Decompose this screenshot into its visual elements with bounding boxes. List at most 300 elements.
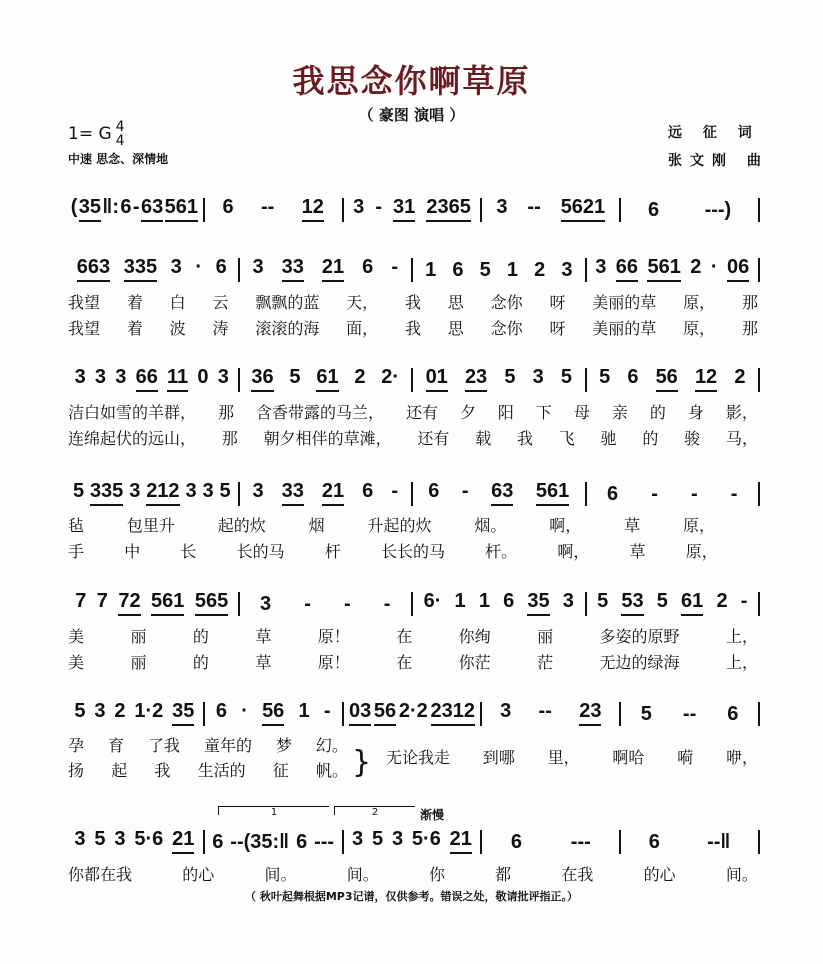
- note-group: -: [323, 700, 331, 722]
- note-group: 12: [695, 366, 717, 392]
- note-group: 5: [479, 259, 491, 281]
- note-group: 6: [648, 831, 660, 853]
- note-group: 3: [353, 196, 365, 218]
- measure: [621, 831, 758, 854]
- note-group: 2: [114, 700, 126, 722]
- lyric-word: 梦: [275, 736, 292, 755]
- lyric-line: [68, 539, 758, 562]
- note-group: 3: [129, 480, 141, 502]
- lyric-word: 原！: [317, 627, 350, 646]
- lyric-word: 我望: [68, 293, 101, 312]
- lyric-word: 间。: [264, 865, 297, 884]
- note-group: 212: [146, 480, 179, 506]
- lyric-word: 扬: [68, 761, 85, 780]
- note-group: 3: [252, 256, 264, 278]
- note-group: --: [527, 196, 541, 218]
- brace: }: [352, 745, 372, 780]
- lyric-word: 朝夕相伴的草滩，: [263, 429, 392, 448]
- lyric-word: 天，: [346, 293, 379, 312]
- note-group: -: [651, 483, 658, 505]
- note-group: 6: [727, 703, 739, 725]
- lyric-word: 的心: [182, 865, 215, 884]
- lyric-word: 草: [255, 627, 272, 646]
- measure: [66, 366, 238, 392]
- note-group: 3: [74, 366, 86, 388]
- note-group: 5: [94, 828, 106, 850]
- lyric-word: 原，: [683, 516, 716, 535]
- note-group: --‖: [707, 831, 731, 853]
- note-group: 1: [425, 259, 437, 281]
- note-group: 3: [74, 828, 86, 850]
- note-group: 35: [79, 196, 101, 222]
- note-group: 21: [322, 480, 344, 506]
- lyric-word: 你茫: [458, 653, 491, 672]
- tempo-marking: 中速 思念、深情地: [68, 152, 169, 166]
- note-group: 5: [560, 366, 572, 388]
- note-group: 6: [222, 196, 234, 218]
- lyric-word: 下: [535, 403, 552, 422]
- lyric-line: [68, 624, 758, 647]
- note-group: 21: [172, 828, 194, 854]
- lyric-word: 飞: [558, 429, 575, 448]
- note-group: 6: [215, 256, 227, 278]
- lyric-line: [68, 513, 758, 536]
- note-group: 35: [172, 700, 194, 726]
- note-group: 5: [597, 590, 609, 612]
- lyric-word: 云: [212, 293, 229, 312]
- note-group: 1·2: [134, 700, 164, 722]
- note-group: 2: [534, 259, 546, 281]
- lyric-word: 间。: [725, 865, 758, 884]
- note-group: 3: [217, 366, 229, 388]
- measure: [482, 831, 619, 854]
- key-signature: [68, 120, 125, 148]
- note-group: 561: [647, 256, 680, 282]
- lyric-word: 起的炊: [217, 516, 266, 535]
- notation-line: [66, 196, 760, 222]
- measure: [66, 196, 203, 222]
- note-group: 2: [690, 256, 702, 278]
- note-group: ‖:: [102, 196, 120, 218]
- lyric-line: [68, 290, 758, 313]
- note-group: 23: [465, 366, 487, 392]
- note-group: 6: [503, 590, 515, 612]
- lyric-word: 帆。: [315, 761, 348, 780]
- lyric-word: 滚滚的海: [255, 319, 320, 338]
- lyric-word: 无边的绿海: [599, 653, 680, 672]
- lyric-word: 烟: [308, 516, 325, 535]
- note-group: ---: [570, 831, 591, 853]
- notation-line: [66, 366, 760, 392]
- note-group: 6: [212, 831, 224, 853]
- ritardando: 渐慢: [420, 808, 445, 822]
- note-group: -: [461, 480, 469, 502]
- lyric-word: 童年的: [203, 736, 252, 755]
- measure: [66, 700, 203, 726]
- time-top: 4: [115, 119, 125, 135]
- lyric-word: 的: [192, 653, 209, 672]
- lyric-word: 面，: [346, 319, 379, 338]
- note-group: 56: [262, 700, 284, 726]
- note-group: 6: [215, 700, 228, 722]
- barline: [758, 592, 760, 616]
- lyric-word: 美丽的草: [592, 319, 657, 338]
- note-group: -: [132, 196, 140, 218]
- note-group: 31: [393, 196, 415, 222]
- note-group: 6: [428, 480, 440, 502]
- note-group: 3: [532, 366, 544, 388]
- lyric-word: 还有: [417, 429, 450, 448]
- song-title: 我思念你啊草原: [292, 62, 531, 100]
- note-group: 6: [296, 831, 308, 853]
- note-group: --: [538, 700, 552, 722]
- lyric-line: [68, 316, 758, 339]
- lyric-word: 包里升: [126, 516, 175, 535]
- lyric-word: 杆。: [485, 542, 518, 561]
- note-group: 565: [195, 590, 228, 616]
- note-group: -: [383, 593, 391, 615]
- note-group: 3: [496, 196, 508, 218]
- lyric-word: 到哪: [482, 748, 515, 767]
- note-group: 63: [491, 480, 513, 506]
- note-group: 5·6: [411, 828, 441, 850]
- measure: [66, 590, 238, 616]
- lyric-word: 含香带露的马兰，: [255, 403, 384, 422]
- notation-line: [66, 480, 760, 506]
- note-group: -: [304, 593, 311, 615]
- note-group: -: [375, 196, 382, 218]
- lyric-word: 毡: [68, 516, 85, 535]
- note-group: -: [391, 480, 398, 502]
- lyric-word: 在: [396, 627, 413, 646]
- lyric-word: 连绵起伏的远山，: [68, 429, 197, 448]
- lyric-word: 育: [107, 736, 124, 755]
- lyric-word: 嗬: [677, 748, 694, 767]
- note-group: 6: [452, 259, 464, 281]
- measure: [587, 483, 759, 506]
- lyric-word: 我: [404, 293, 421, 312]
- note-group: 3: [94, 700, 106, 722]
- lyric-word: 草: [629, 542, 646, 561]
- note-group: 5: [504, 366, 516, 388]
- note-group: 5: [289, 366, 301, 388]
- lyric-word: 都: [495, 865, 512, 884]
- lyric-word: 幻。: [315, 736, 348, 755]
- lyric-word: 茫: [537, 653, 554, 672]
- lyric-word: 丽: [130, 627, 147, 646]
- lyric-word: 了我: [147, 736, 180, 755]
- note-group: 1: [298, 700, 310, 722]
- measure: [413, 480, 585, 506]
- note-group: (: [70, 196, 78, 218]
- lyric-word: 波: [169, 319, 186, 338]
- footer-note: （ 秋叶起舞根据MP3记谱，仅供参考。错误之处，敬请批评指正。）: [245, 890, 578, 903]
- note-group: 3: [561, 259, 573, 281]
- lyric-word: 美: [68, 627, 85, 646]
- note-group: 6: [510, 831, 522, 853]
- note-group: 6: [647, 199, 660, 221]
- lyric-word: 美: [68, 653, 85, 672]
- measure: [205, 831, 342, 854]
- notation-line: [66, 590, 760, 616]
- lyric-word: 骏: [684, 429, 701, 448]
- barline: [758, 368, 760, 392]
- notation-line: [66, 828, 760, 854]
- lyric-line: [68, 862, 758, 885]
- lyric-word: 那: [741, 293, 758, 312]
- note-group: 11: [167, 366, 188, 392]
- volta-2: 2: [334, 806, 415, 815]
- lyric-word: 烟。: [474, 516, 507, 535]
- note-group: 335: [90, 480, 123, 506]
- key-text: 1= G: [68, 124, 112, 144]
- note-group: 3: [185, 480, 197, 502]
- lyric-word: 长长的马: [380, 542, 445, 561]
- lyric-word: 草: [255, 653, 272, 672]
- measure: [240, 593, 412, 616]
- lyricist: 远 征 词: [668, 125, 760, 141]
- lyric-word: 呀: [549, 319, 566, 338]
- note-group: 06: [727, 256, 749, 282]
- note-group: ·: [195, 256, 203, 278]
- note-group: 72: [118, 590, 140, 616]
- notation-line: [66, 700, 760, 726]
- note-group: --(35:‖: [230, 831, 290, 853]
- lyric-word: 身: [687, 403, 704, 422]
- lyric-word: 咿，: [725, 748, 758, 767]
- measure: [621, 199, 758, 222]
- lyric-word: 孕: [68, 736, 85, 755]
- lyric-word: 那: [217, 403, 234, 422]
- lyric-word: 飘飘的蓝: [255, 293, 320, 312]
- note-group: 56: [374, 700, 396, 726]
- measure: [344, 196, 481, 222]
- lyric-word: 阳: [497, 403, 514, 422]
- lyric-word: 杆: [324, 542, 341, 561]
- lyric-word: 啊哈: [612, 748, 645, 767]
- lyric-word: 念你: [490, 319, 523, 338]
- measure: [205, 700, 342, 726]
- lyric-word: 亲: [611, 403, 628, 422]
- note-group: 33: [282, 480, 304, 506]
- barline: [758, 830, 760, 854]
- lyric-word: 我: [404, 319, 421, 338]
- lyric-word: 呀: [549, 293, 566, 312]
- measure: [482, 196, 619, 222]
- lyric-line: [68, 733, 348, 756]
- measure: [205, 196, 342, 222]
- lyric-word: 着: [126, 293, 143, 312]
- note-group: 3: [391, 828, 404, 850]
- measure: [66, 256, 238, 282]
- note-group: -: [740, 590, 748, 612]
- note-group: 3: [352, 828, 364, 850]
- note-group: --: [682, 703, 697, 725]
- note-group: 561: [165, 196, 198, 222]
- note-group: 6: [607, 483, 619, 505]
- note-group: 6: [362, 256, 374, 278]
- lyric-word: 丽: [130, 653, 147, 672]
- lyric-word: 草: [624, 516, 641, 535]
- lyric-word: 驰: [600, 429, 617, 448]
- measure: [413, 259, 585, 282]
- note-group: ·: [241, 700, 248, 722]
- lyric-word: 无论我走: [386, 748, 451, 767]
- lyric-word: 在: [396, 653, 413, 672]
- note-group: 56: [656, 366, 678, 392]
- barline: [758, 258, 760, 282]
- note-group: 3: [595, 256, 607, 278]
- note-group: 2365: [426, 196, 471, 222]
- lyric-word: 里，: [547, 748, 580, 767]
- note-group: 5621: [561, 196, 606, 222]
- lyric-word: 你绚: [458, 627, 491, 646]
- measure: [240, 256, 412, 282]
- note-group: -: [343, 593, 351, 615]
- lyric-word: 间。: [346, 865, 379, 884]
- note-group: 5: [219, 480, 231, 502]
- lyric-word: 中: [124, 542, 141, 561]
- note-group: 36: [251, 366, 273, 392]
- note-group: 6: [362, 480, 374, 502]
- lyric-word: 长: [180, 542, 197, 561]
- lyric-word: 上，: [725, 653, 758, 672]
- note-group: 5: [371, 828, 384, 850]
- note-group: 61: [681, 590, 703, 616]
- lyric-word: 的: [192, 627, 209, 646]
- lyric-word: 啊，: [549, 516, 582, 535]
- lyric-word: 原，: [683, 293, 716, 312]
- measure: [240, 366, 412, 392]
- note-group: 5: [599, 366, 611, 388]
- note-group: 35: [527, 590, 549, 616]
- note-group: 1: [454, 590, 466, 612]
- note-group: 0: [197, 366, 209, 388]
- lyric-line: [68, 426, 758, 449]
- lyric-line: [68, 650, 758, 673]
- lyric-word: 你都在我: [68, 865, 133, 884]
- note-group: 6: [627, 366, 639, 388]
- lyric-word: 洁白如雪的羊群，: [68, 403, 197, 422]
- lyric-word: 载: [475, 429, 492, 448]
- lyric-word: 你: [428, 865, 445, 884]
- time-signature: [116, 120, 125, 148]
- lyric-word: 马，: [725, 429, 758, 448]
- barline: [758, 702, 760, 726]
- measure: [344, 700, 481, 726]
- note-group: 66: [136, 366, 158, 392]
- note-group: 3: [170, 256, 182, 278]
- measure: [587, 256, 759, 282]
- note-group: 3: [202, 480, 214, 502]
- measure: [413, 590, 585, 616]
- measure: [66, 828, 203, 854]
- note-group: 2·2: [398, 700, 428, 722]
- measure: [413, 366, 585, 392]
- note-group: 2·: [381, 366, 400, 388]
- note-group: 12: [302, 196, 324, 222]
- note-group: 335: [124, 256, 157, 282]
- lyric-word: 生活的: [197, 761, 246, 780]
- measure: [344, 828, 481, 854]
- lyric-word: 我: [154, 761, 171, 780]
- lyric-word: 思: [447, 319, 464, 338]
- measure: [587, 366, 759, 392]
- note-group: -: [690, 483, 698, 505]
- measure: [621, 703, 758, 726]
- note-group: 7: [96, 590, 108, 612]
- lyric-word: 在我: [561, 865, 594, 884]
- lyric-word: 原，: [685, 542, 718, 561]
- measure: [66, 480, 238, 506]
- note-group: 03: [349, 700, 371, 726]
- note-group: 3: [114, 828, 126, 850]
- lyric-word: 还有: [405, 403, 438, 422]
- note-group: 3: [260, 593, 272, 615]
- refrain-lyric: [386, 745, 758, 768]
- notation-line: [66, 256, 760, 282]
- lyric-word: 长的马: [236, 542, 285, 561]
- note-group: 63: [141, 196, 163, 222]
- note-group: 7: [75, 590, 87, 612]
- lyric-word: 升起的炊: [367, 516, 432, 535]
- lyric-word: 思: [447, 293, 464, 312]
- lyric-word: 丽: [537, 627, 554, 646]
- note-group: 2: [716, 590, 728, 612]
- lyric-word: 白: [169, 293, 186, 312]
- note-group: ·: [710, 256, 718, 278]
- lyric-word: 影，: [725, 403, 758, 422]
- measure: [482, 700, 619, 726]
- note-group: 23: [579, 700, 601, 726]
- note-group: 5: [656, 590, 668, 612]
- lyric-word: 涛: [212, 319, 229, 338]
- composer: 张文刚 曲: [668, 153, 769, 169]
- barline: [758, 198, 760, 222]
- lyric-word: 上，: [725, 627, 758, 646]
- note-group: 5: [74, 700, 86, 722]
- lyric-word: 我望: [68, 319, 101, 338]
- volta-1: 1: [218, 806, 329, 815]
- lyric-word: 母: [573, 403, 590, 422]
- note-group: 6·: [423, 590, 442, 612]
- note-group: 6: [120, 196, 132, 218]
- note-group: 1: [506, 259, 518, 281]
- note-group: 53: [621, 590, 643, 616]
- note-group: 01: [426, 366, 448, 392]
- lyric-word: 的: [642, 429, 659, 448]
- note-group: -: [391, 256, 398, 278]
- time-bottom: 4: [115, 133, 125, 149]
- lyric-word: 多姿的原野: [599, 627, 680, 646]
- note-group: 5: [640, 703, 652, 725]
- note-group: 21: [322, 256, 344, 282]
- lyric-line: [68, 758, 348, 781]
- lyric-word: 那: [221, 429, 238, 448]
- lyric-word: 啊，: [557, 542, 590, 561]
- lyric-word: 夕: [459, 403, 476, 422]
- lyric-word: 着: [126, 319, 143, 338]
- note-group: 33: [282, 256, 304, 282]
- lyric-word: 念你: [490, 293, 523, 312]
- lyric-word: 原！: [317, 653, 350, 672]
- note-group: 66: [616, 256, 638, 282]
- barline: [758, 482, 760, 506]
- note-group: 3: [94, 366, 107, 388]
- note-group: 663: [77, 256, 110, 282]
- lyric-word: 原，: [683, 319, 716, 338]
- note-group: 5: [72, 480, 85, 502]
